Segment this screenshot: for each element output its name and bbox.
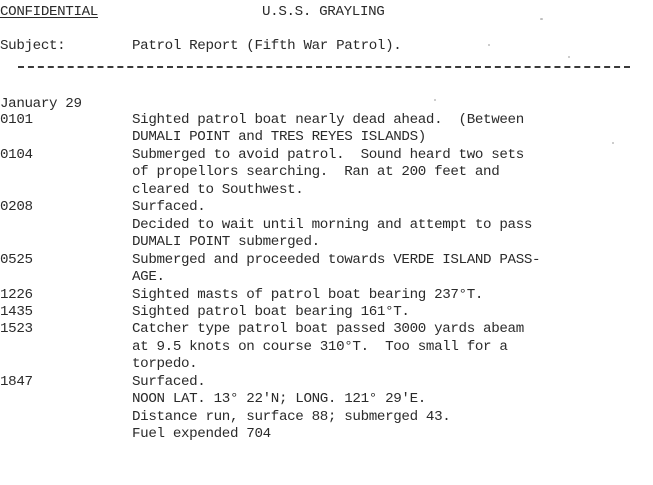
entry-text-line: Surfaced. [132,199,206,216]
scan-speck [488,44,490,46]
entry-time: 0208 [0,199,33,216]
entry-text-line: torpedo. [132,356,198,373]
scan-speck [540,18,543,20]
entry-time: 1847 [0,373,33,390]
entry-text-line: Submerged to avoid patrol. Sound heard two sets [132,146,524,163]
entry-text-line: at 9.5 knots on course 310°T. Too small for a [132,338,508,355]
classification-header: CONFIDENTIAL [0,4,98,20]
date-heading: January 29 [0,96,82,112]
scan-speck [434,99,436,101]
entry-text-line: cleared to Southwest. [132,181,304,198]
entry-text-line: Distance run, surface 88; submerged 43. [132,408,451,425]
entry-text-line: Surfaced. [132,373,206,390]
entry-text-line: DUMALI POINT submerged. [132,234,320,251]
entry-text-line: AGE. [132,269,165,286]
entry-time: 1435 [0,303,33,320]
entry-text-line: Submerged and proceeded towards VERDE ISLAND PASS- [132,251,541,268]
entry-time: 1226 [0,286,33,303]
entry-text-line: DUMALI POINT and TRES REYES ISLANDS) [132,129,426,146]
entry-time: 1523 [0,321,33,338]
entry-text-line: NOON LAT. 13° 22'N; LONG. 121° 29'E. [132,391,426,408]
entry-text-line: Sighted patrol boat bearing 161°T. [132,303,410,320]
entry-text-line: Sighted patrol boat nearly dead ahead. (Between [132,112,524,128]
scan-speck [568,56,570,58]
subject-label: Subject: [0,38,66,54]
entry-text-line: Sighted masts of patrol boat bearing 237°T. [132,286,484,303]
entry-text-line: Fuel expended 704 [132,426,271,443]
entry-text-line: Catcher type patrol boat passed 3000 yards abeam [132,321,524,338]
subject-text: Patrol Report (Fifth War Patrol). [132,38,402,54]
dashed-separator [18,66,630,68]
scan-speck [612,142,614,144]
entry-text-line: of propellors searching. Ran at 200 feet and [132,164,500,181]
entry-time: 0525 [0,251,33,268]
entry-time: 0104 [0,146,33,163]
entry-time: 0101 [0,112,33,128]
entry-text-line: Decided to wait until morning and attempt to pass [132,216,533,233]
ship-name: U.S.S. GRAYLING [262,4,385,20]
